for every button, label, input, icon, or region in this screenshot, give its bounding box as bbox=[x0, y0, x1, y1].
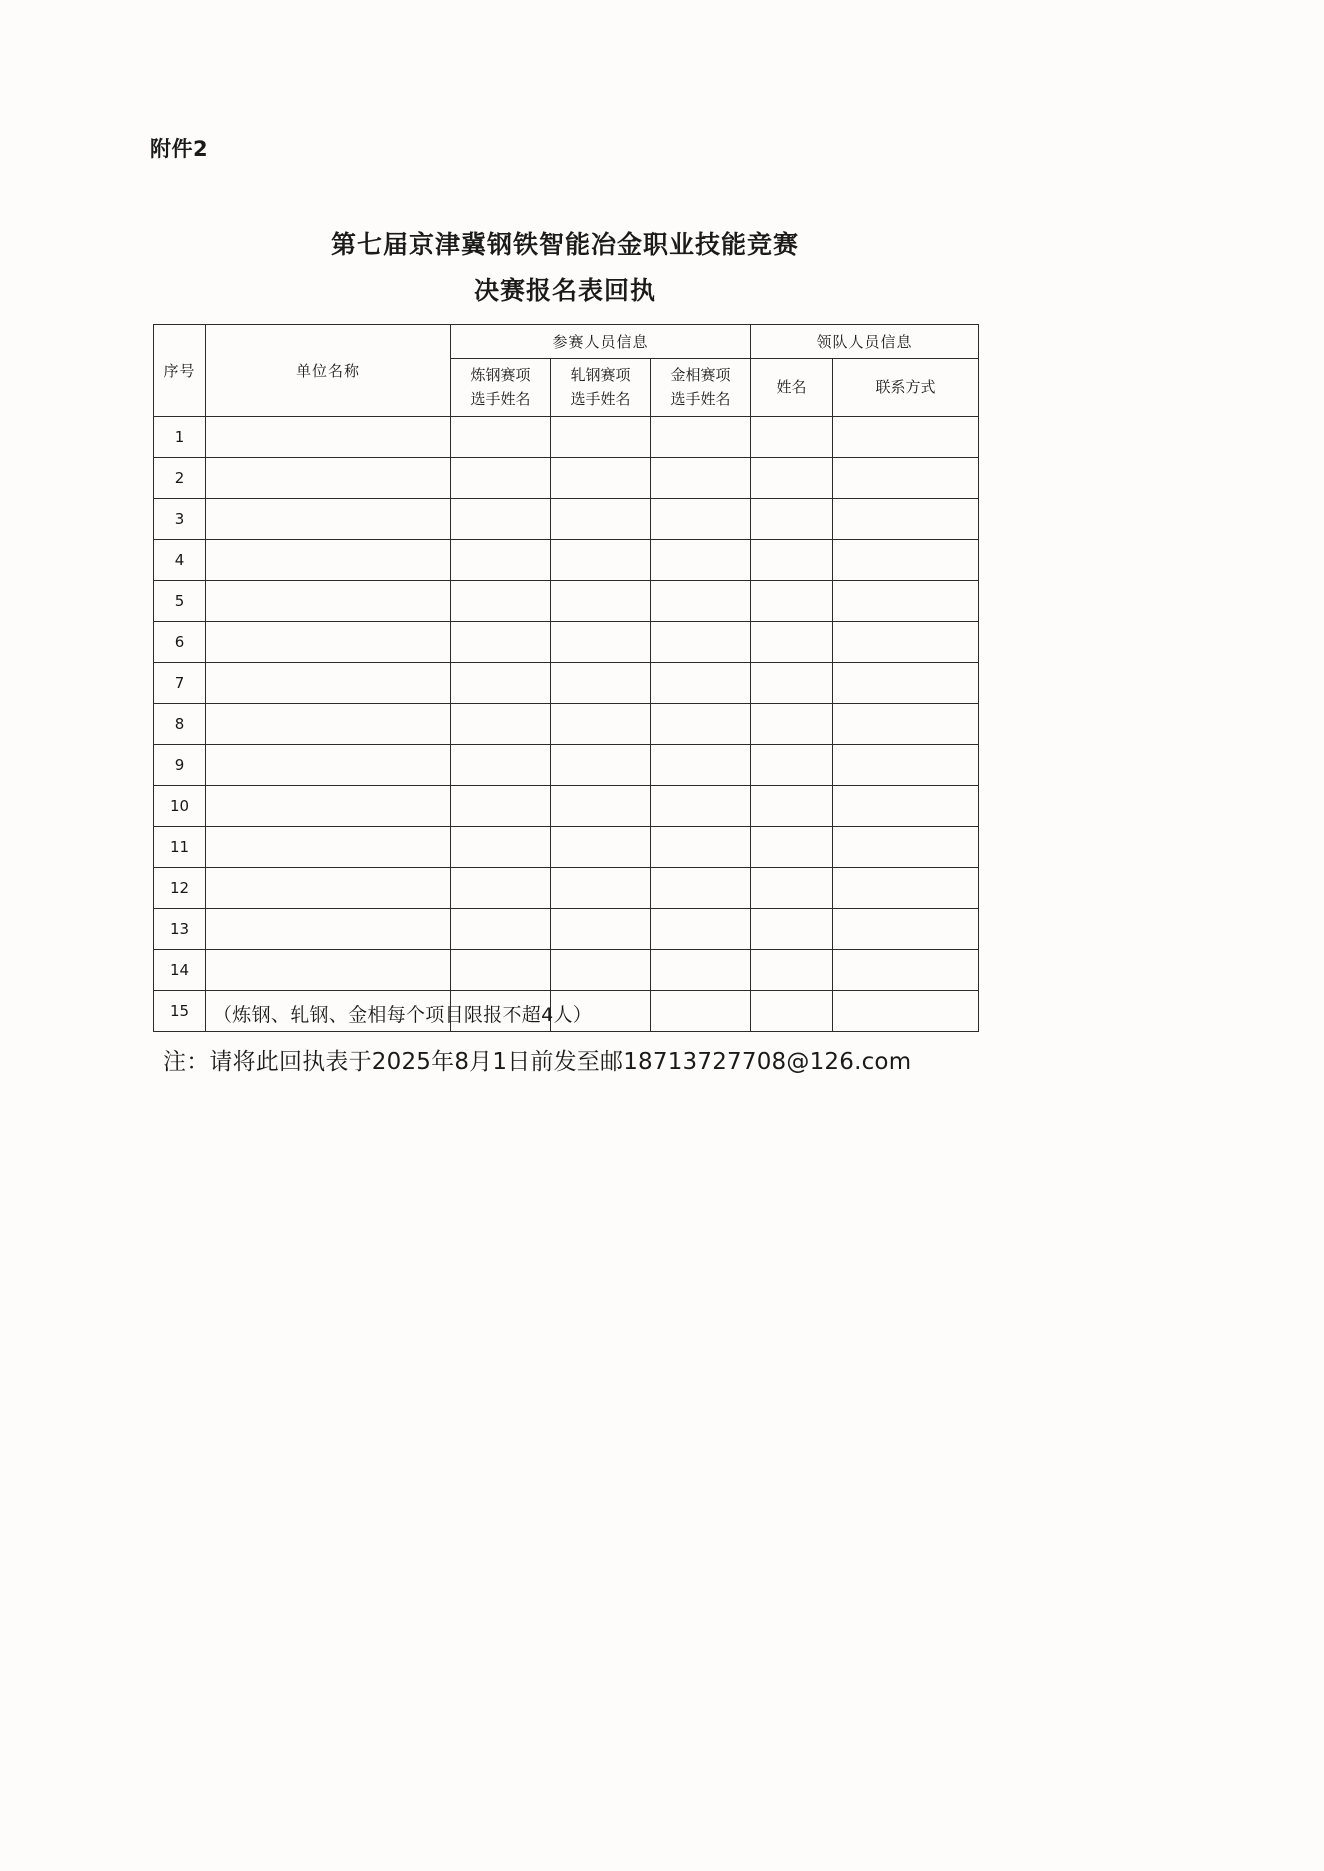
cell-player3[interactable] bbox=[651, 827, 751, 868]
cell-unit[interactable] bbox=[206, 581, 451, 622]
group-header-leader: 领队人员信息 bbox=[751, 325, 979, 359]
cell-no: 1 bbox=[154, 417, 206, 458]
cell-no: 11 bbox=[154, 827, 206, 868]
cell-player2[interactable] bbox=[551, 704, 651, 745]
cell-player2[interactable] bbox=[551, 950, 651, 991]
column-header-leader-name: 姓名 bbox=[751, 359, 833, 417]
cell-player2[interactable] bbox=[551, 622, 651, 663]
cell-no: 14 bbox=[154, 950, 206, 991]
table-row bbox=[154, 827, 979, 868]
cell-leader-name[interactable] bbox=[751, 909, 833, 950]
cell-player2[interactable] bbox=[551, 868, 651, 909]
cell-leader-contact[interactable] bbox=[833, 499, 979, 540]
cell-player1[interactable] bbox=[451, 581, 551, 622]
cell-player2[interactable] bbox=[551, 417, 651, 458]
registration-table bbox=[153, 324, 979, 1032]
cell-player3[interactable] bbox=[651, 950, 751, 991]
cell-player1[interactable] bbox=[451, 499, 551, 540]
cell-player1[interactable] bbox=[451, 745, 551, 786]
cell-player1[interactable] bbox=[451, 458, 551, 499]
column-header-player1 bbox=[451, 359, 551, 417]
cell-leader-contact[interactable] bbox=[833, 458, 979, 499]
cell-no: 13 bbox=[154, 909, 206, 950]
column-header-leader-contact: 联系方式 bbox=[833, 359, 979, 417]
cell-player2[interactable] bbox=[551, 663, 651, 704]
cell-player3[interactable] bbox=[651, 745, 751, 786]
cell-no: 12 bbox=[154, 868, 206, 909]
cell-unit[interactable] bbox=[206, 458, 451, 499]
cell-leader-contact[interactable] bbox=[833, 581, 979, 622]
cell-leader-contact[interactable] bbox=[833, 786, 979, 827]
table-row bbox=[154, 663, 979, 704]
cell-leader-name[interactable] bbox=[751, 540, 833, 581]
column-header-unit: 单位名称 bbox=[206, 325, 451, 417]
cell-no: 3 bbox=[154, 499, 206, 540]
cell-player1[interactable] bbox=[451, 540, 551, 581]
cell-player2[interactable] bbox=[551, 786, 651, 827]
note-entry-limit: （炼钢、轧钢、金相每个项目限报不超4人） bbox=[213, 1004, 593, 1026]
cell-leader-contact[interactable] bbox=[833, 704, 979, 745]
cell-player1[interactable] bbox=[451, 417, 551, 458]
column-header-player2-line2: 选手姓名 bbox=[570, 389, 631, 408]
column-header-no: 序号 bbox=[154, 325, 206, 417]
cell-no: 15 bbox=[154, 991, 206, 1032]
cell-unit[interactable] bbox=[206, 745, 451, 786]
cell-player3[interactable] bbox=[651, 704, 751, 745]
column-header-player2 bbox=[551, 359, 651, 417]
page-title-line-1: 第七届京津冀钢铁智能冶金职业技能竞赛 bbox=[330, 230, 799, 259]
cell-no: 8 bbox=[154, 704, 206, 745]
cell-player3[interactable] bbox=[651, 458, 751, 499]
cell-unit[interactable] bbox=[206, 499, 451, 540]
cell-leader-name[interactable] bbox=[751, 991, 833, 1032]
cell-player2[interactable] bbox=[551, 581, 651, 622]
cell-no: 7 bbox=[154, 663, 206, 704]
cell-no: 6 bbox=[154, 622, 206, 663]
cell-player2[interactable] bbox=[551, 499, 651, 540]
table-row bbox=[154, 499, 979, 540]
cell-leader-name[interactable] bbox=[751, 499, 833, 540]
cell-unit[interactable] bbox=[206, 909, 451, 950]
cell-leader-contact[interactable] bbox=[833, 909, 979, 950]
cell-player2[interactable] bbox=[551, 458, 651, 499]
cell-leader-name[interactable] bbox=[751, 827, 833, 868]
cell-player1[interactable] bbox=[451, 868, 551, 909]
cell-unit[interactable] bbox=[206, 704, 451, 745]
cell-player1[interactable] bbox=[451, 704, 551, 745]
cell-player3[interactable] bbox=[651, 499, 751, 540]
table-body bbox=[154, 417, 979, 1032]
cell-player2[interactable] bbox=[551, 745, 651, 786]
attachment-label: 附件2 bbox=[150, 137, 209, 161]
cell-unit[interactable] bbox=[206, 417, 451, 458]
cell-leader-name[interactable] bbox=[751, 663, 833, 704]
cell-leader-name[interactable] bbox=[751, 704, 833, 745]
cell-player3[interactable] bbox=[651, 786, 751, 827]
column-header-player1-line2: 选手姓名 bbox=[470, 389, 531, 408]
cell-player2[interactable] bbox=[551, 909, 651, 950]
cell-no: 10 bbox=[154, 786, 206, 827]
group-header-participants: 参赛人员信息 bbox=[451, 325, 751, 359]
cell-player3[interactable] bbox=[651, 581, 751, 622]
cell-player1[interactable] bbox=[451, 827, 551, 868]
table-row bbox=[154, 622, 979, 663]
cell-leader-name[interactable] bbox=[751, 745, 833, 786]
note-submission-instruction: 注：请将此回执表于2025年8月1日前发至邮18713727708@126.com bbox=[163, 1049, 912, 1075]
table-row bbox=[154, 786, 979, 827]
cell-leader-name[interactable] bbox=[751, 950, 833, 991]
cell-player3[interactable] bbox=[651, 868, 751, 909]
table-header bbox=[154, 325, 979, 417]
table-row bbox=[154, 909, 979, 950]
table-row bbox=[154, 704, 979, 745]
cell-leader-name[interactable] bbox=[751, 458, 833, 499]
cell-player3[interactable] bbox=[651, 622, 751, 663]
cell-player3[interactable] bbox=[651, 663, 751, 704]
cell-unit[interactable] bbox=[206, 868, 451, 909]
table-row bbox=[154, 950, 979, 991]
cell-leader-contact[interactable] bbox=[833, 417, 979, 458]
column-header-player3-line1: 金相赛项 bbox=[670, 366, 731, 385]
cell-leader-contact[interactable] bbox=[833, 868, 979, 909]
column-header-player3 bbox=[651, 359, 751, 417]
cell-no: 9 bbox=[154, 745, 206, 786]
cell-player3[interactable] bbox=[651, 991, 751, 1032]
cell-leader-contact[interactable] bbox=[833, 540, 979, 581]
cell-leader-name[interactable] bbox=[751, 417, 833, 458]
cell-leader-contact[interactable] bbox=[833, 827, 979, 868]
cell-leader-contact[interactable] bbox=[833, 950, 979, 991]
table-row bbox=[154, 581, 979, 622]
cell-unit[interactable] bbox=[206, 950, 451, 991]
cell-player2[interactable] bbox=[551, 540, 651, 581]
cell-leader-name[interactable] bbox=[751, 786, 833, 827]
table-row bbox=[154, 868, 979, 909]
cell-unit[interactable] bbox=[206, 622, 451, 663]
cell-player3[interactable] bbox=[651, 540, 751, 581]
table-row bbox=[154, 540, 979, 581]
cell-no: 4 bbox=[154, 540, 206, 581]
table-row bbox=[154, 745, 979, 786]
cell-no: 5 bbox=[154, 581, 206, 622]
cell-player1[interactable] bbox=[451, 950, 551, 991]
cell-player1[interactable] bbox=[451, 786, 551, 827]
table-row bbox=[154, 458, 979, 499]
cell-player1[interactable] bbox=[451, 622, 551, 663]
table-row bbox=[154, 417, 979, 458]
cell-player2[interactable] bbox=[551, 827, 651, 868]
page-title-line-2: 决赛报名表回执 bbox=[473, 276, 656, 306]
cell-no: 2 bbox=[154, 458, 206, 499]
cell-leader-name[interactable] bbox=[751, 622, 833, 663]
cell-leader-contact[interactable] bbox=[833, 745, 979, 786]
cell-leader-name[interactable] bbox=[751, 868, 833, 909]
page-title bbox=[150, 222, 980, 315]
cell-leader-contact[interactable] bbox=[833, 622, 979, 663]
cell-player1[interactable] bbox=[451, 663, 551, 704]
column-header-player2-line1: 轧钢赛项 bbox=[570, 366, 631, 385]
cell-unit[interactable] bbox=[206, 540, 451, 581]
cell-unit[interactable] bbox=[206, 786, 451, 827]
cell-leader-name[interactable] bbox=[751, 581, 833, 622]
column-header-player1-line1: 炼钢赛项 bbox=[470, 366, 531, 385]
cell-leader-contact[interactable] bbox=[833, 663, 979, 704]
table-header-group-row bbox=[154, 325, 979, 359]
cell-player1[interactable] bbox=[451, 909, 551, 950]
cell-unit[interactable] bbox=[206, 827, 451, 868]
column-header-player3-line2: 选手姓名 bbox=[670, 389, 731, 408]
cell-player3[interactable] bbox=[651, 417, 751, 458]
cell-unit[interactable] bbox=[206, 663, 451, 704]
cell-player3[interactable] bbox=[651, 909, 751, 950]
cell-leader-contact[interactable] bbox=[833, 991, 979, 1032]
